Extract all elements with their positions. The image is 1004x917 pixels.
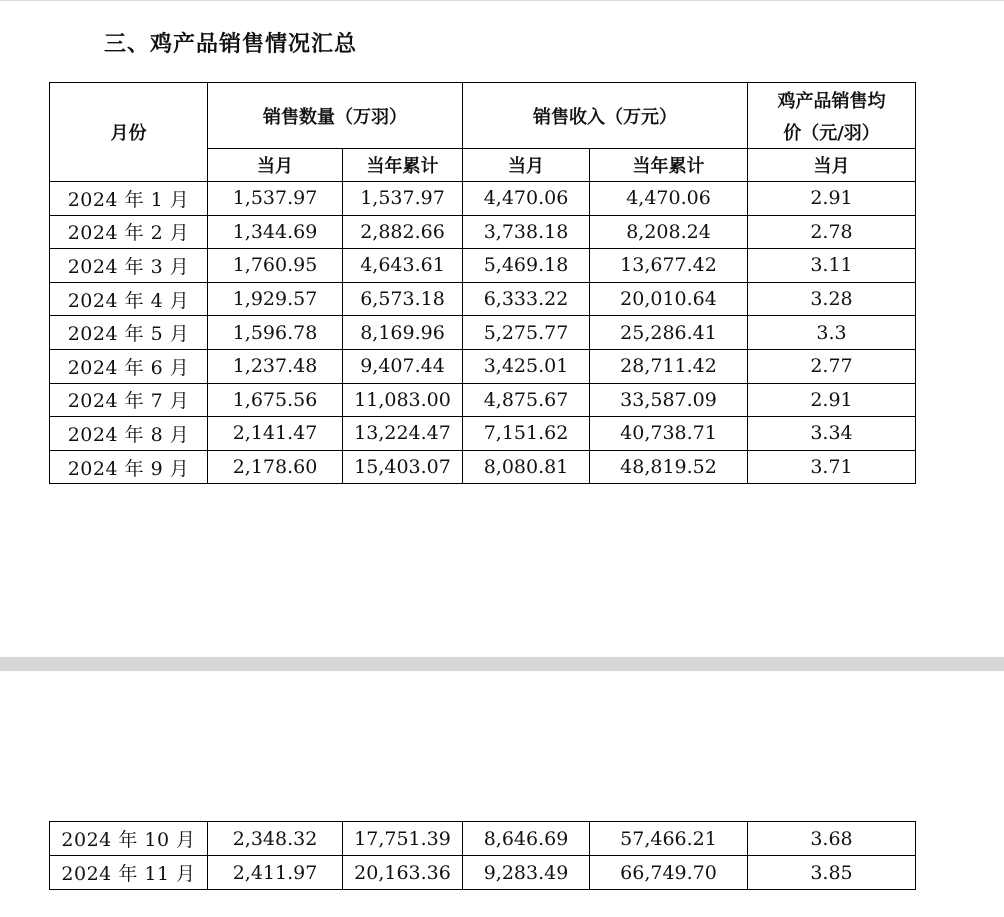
month-cell: 2024 年 5 月 xyxy=(50,316,208,350)
header-avg-price xyxy=(748,83,916,149)
volume-month-cell: 1,537.97 xyxy=(208,182,343,216)
volume-month-cell: 2,348.32 xyxy=(208,822,343,856)
volume-ytd-cell: 8,169.96 xyxy=(343,316,463,350)
volume-ytd-cell: 17,751.39 xyxy=(343,822,463,856)
revenue-month-cell: 8,646.69 xyxy=(463,822,590,856)
header-sales-volume: 销售数量（万羽） xyxy=(208,83,463,149)
revenue-ytd-cell: 48,819.52 xyxy=(590,450,748,484)
avg-price-cell: 2.91 xyxy=(748,182,916,216)
avg-price-cell: 3.68 xyxy=(748,822,916,856)
revenue-ytd-cell: 4,470.06 xyxy=(590,182,748,216)
revenue-month-cell: 5,275.77 xyxy=(463,316,590,350)
subheader-revenue-ytd: 当年累计 xyxy=(590,149,748,182)
month-cell: 2024 年 2 月 xyxy=(50,215,208,249)
revenue-month-cell: 4,875.67 xyxy=(463,383,590,417)
subheader-volume-ytd: 当年累计 xyxy=(343,149,463,182)
revenue-ytd-cell: 25,286.41 xyxy=(590,316,748,350)
volume-ytd-cell: 13,224.47 xyxy=(343,417,463,451)
revenue-month-cell: 8,080.81 xyxy=(463,450,590,484)
volume-month-cell: 1,760.95 xyxy=(208,249,343,283)
table-row xyxy=(50,450,916,484)
month-cell: 2024 年 10 月 xyxy=(50,822,208,856)
table-row xyxy=(50,822,916,856)
volume-month-cell: 1,929.57 xyxy=(208,282,343,316)
subheader-volume-month: 当月 xyxy=(208,149,343,182)
revenue-ytd-cell: 40,738.71 xyxy=(590,417,748,451)
header-avg-price-line2: 价（元/羽） xyxy=(783,122,880,144)
volume-ytd-cell: 1,537.97 xyxy=(343,182,463,216)
revenue-ytd-cell: 57,466.21 xyxy=(590,822,748,856)
revenue-month-cell: 6,333.22 xyxy=(463,282,590,316)
avg-price-cell: 3.85 xyxy=(748,856,916,890)
section-title: 三、鸡产品销售情况汇总 xyxy=(104,32,358,57)
month-cell: 2024 年 9 月 xyxy=(50,450,208,484)
chicken-sales-table-continued xyxy=(49,821,916,890)
volume-month-cell: 1,596.78 xyxy=(208,316,343,350)
avg-price-cell: 3.28 xyxy=(748,282,916,316)
volume-ytd-cell: 20,163.36 xyxy=(343,856,463,890)
page-separator xyxy=(0,657,1004,671)
subheader-price-month: 当月 xyxy=(748,149,916,182)
volume-month-cell: 2,141.47 xyxy=(208,417,343,451)
table-row xyxy=(50,316,916,350)
volume-ytd-cell: 2,882.66 xyxy=(343,215,463,249)
table-row xyxy=(50,282,916,316)
volume-ytd-cell: 9,407.44 xyxy=(343,349,463,383)
revenue-ytd-cell: 20,010.64 xyxy=(590,282,748,316)
revenue-ytd-cell: 13,677.42 xyxy=(590,249,748,283)
volume-month-cell: 1,237.48 xyxy=(208,349,343,383)
avg-price-cell: 2.78 xyxy=(748,215,916,249)
month-cell: 2024 年 7 月 xyxy=(50,383,208,417)
table-row xyxy=(50,383,916,417)
avg-price-cell: 3.34 xyxy=(748,417,916,451)
table-row xyxy=(50,349,916,383)
month-cell: 2024 年 11 月 xyxy=(50,856,208,890)
volume-ytd-cell: 11,083.00 xyxy=(343,383,463,417)
table-row xyxy=(50,182,916,216)
table-row xyxy=(50,215,916,249)
month-cell: 2024 年 8 月 xyxy=(50,417,208,451)
avg-price-cell: 2.77 xyxy=(748,349,916,383)
header-sales-revenue: 销售收入（万元） xyxy=(463,83,748,149)
avg-price-cell: 3.3 xyxy=(748,316,916,350)
volume-ytd-cell: 15,403.07 xyxy=(343,450,463,484)
avg-price-cell: 3.11 xyxy=(748,249,916,283)
revenue-ytd-cell: 66,749.70 xyxy=(590,856,748,890)
table-row xyxy=(50,856,916,890)
revenue-month-cell: 4,470.06 xyxy=(463,182,590,216)
table-row xyxy=(50,417,916,451)
volume-month-cell: 2,411.97 xyxy=(208,856,343,890)
revenue-month-cell: 3,425.01 xyxy=(463,349,590,383)
month-cell: 2024 年 6 月 xyxy=(50,349,208,383)
volume-ytd-cell: 4,643.61 xyxy=(343,249,463,283)
volume-month-cell: 1,344.69 xyxy=(208,215,343,249)
subheader-revenue-month: 当月 xyxy=(463,149,590,182)
avg-price-cell: 2.91 xyxy=(748,383,916,417)
header-avg-price-line1: 鸡产品销售均 xyxy=(777,90,886,112)
revenue-ytd-cell: 28,711.42 xyxy=(590,349,748,383)
table-row xyxy=(50,249,916,283)
month-cell: 2024 年 3 月 xyxy=(50,249,208,283)
revenue-ytd-cell: 8,208.24 xyxy=(590,215,748,249)
revenue-month-cell: 9,283.49 xyxy=(463,856,590,890)
month-cell: 2024 年 1 月 xyxy=(50,182,208,216)
avg-price-cell: 3.71 xyxy=(748,450,916,484)
revenue-month-cell: 7,151.62 xyxy=(463,417,590,451)
volume-month-cell: 2,178.60 xyxy=(208,450,343,484)
revenue-month-cell: 3,738.18 xyxy=(463,215,590,249)
revenue-ytd-cell: 33,587.09 xyxy=(590,383,748,417)
chicken-sales-table xyxy=(49,82,916,484)
header-month: 月份 xyxy=(50,83,208,182)
volume-ytd-cell: 6,573.18 xyxy=(343,282,463,316)
volume-month-cell: 1,675.56 xyxy=(208,383,343,417)
month-cell: 2024 年 4 月 xyxy=(50,282,208,316)
revenue-month-cell: 5,469.18 xyxy=(463,249,590,283)
